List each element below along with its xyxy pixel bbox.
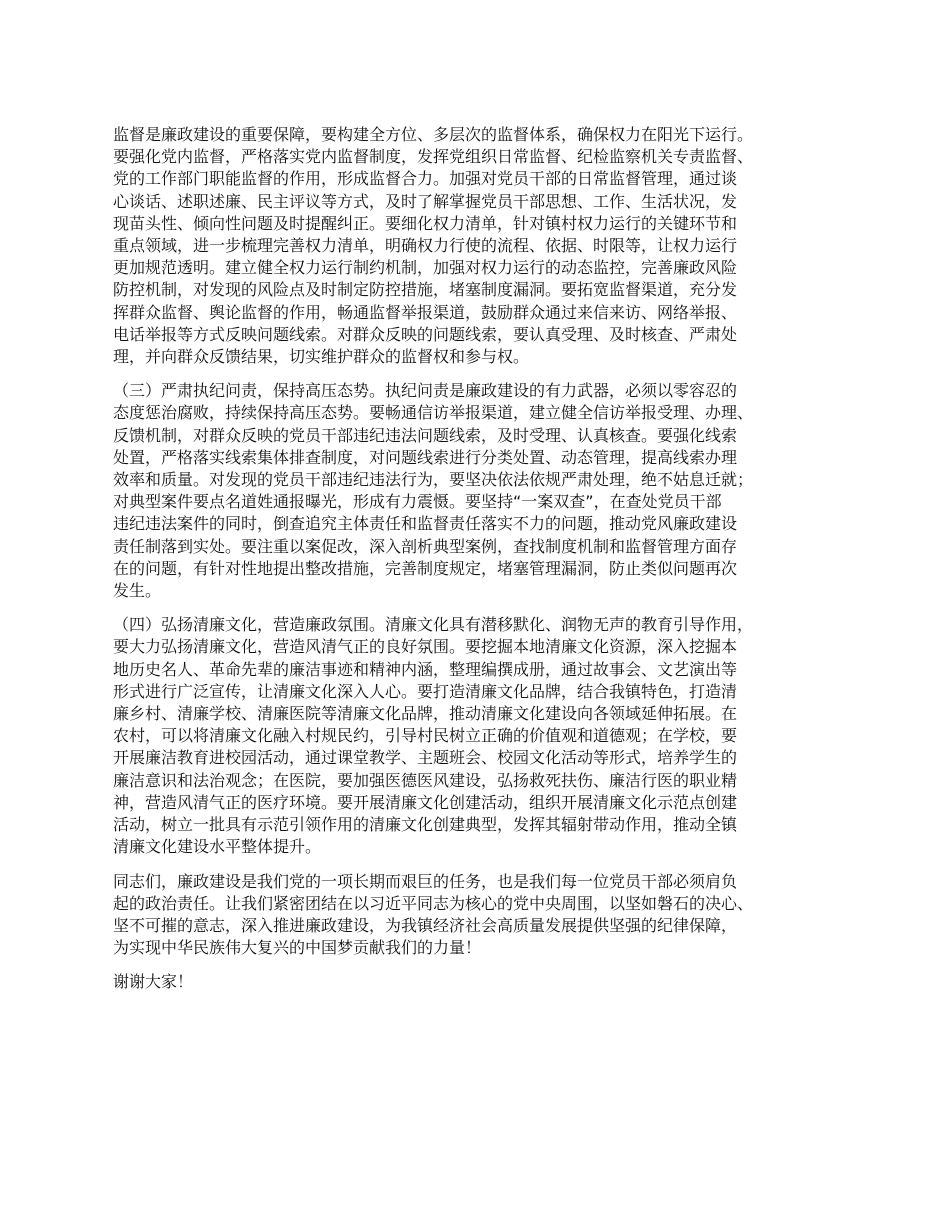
paragraph-thanks	[113, 971, 858, 993]
text-line: 廉乡村、清廉学校、清廉医院等清廉文化品牌，推动清廉文化建设向各领域延伸拓展。在	[113, 704, 738, 724]
text-line: 发生。	[113, 581, 162, 601]
paragraph-closing	[113, 871, 858, 960]
text-line: （四）弘扬清廉文化，营造廉政氛围。清廉文化具有潜移默化、润物无声的教育引导作用，	[113, 615, 754, 635]
text-line: 同志们，廉政建设是我们党的一项长期而艰巨的任务，也是我们每一位党员干部必须肩负	[113, 871, 738, 891]
text-line: 责任制落到实处。要注重以案促改，深入剖析典型案例，查找制度机制和监督管理方面存	[113, 536, 738, 556]
text-line: 电话举报等方式反映问题线索。对群众反映的问题线索，要认真受理、及时核查、严肃处	[113, 324, 738, 344]
text-line: 挥群众监督、舆论监督的作用，畅通监督举报渠道，鼓励群众通过来信来访、网络举报、	[113, 302, 738, 322]
text-line: 地历史名人、革命先辈的廉洁事迹和精神内涵，整理编撰成册，通过故事会、文艺演出等	[113, 659, 738, 679]
paragraph-discipline	[113, 380, 858, 602]
document-page	[113, 124, 858, 1006]
text-line: 对典型案件要点名道姓通报曝光，形成有力震慑。要坚持“一案双查”，在查处党员干部	[113, 492, 722, 512]
text-line: 现苗头性、倾向性问题及时提醒纠正。要细化权力清单，针对镇村权力运行的关键环节和	[113, 213, 738, 233]
text-line: 开展廉洁教育进校园活动，通过课堂教学、主题班会、校园文化活动等形式，培养学生的	[113, 748, 738, 768]
text-line: 效率和质量。对发现的党员干部违纪违法行为，要坚决依法依规严肃处理，绝不姑息迁就；	[113, 470, 754, 490]
text-line: 廉洁意识和法治观念；在医院，要加强医德医风建设，弘扬救死扶伤、廉洁行医的职业精	[113, 770, 738, 790]
text-line: 清廉文化建设水平整体提升。	[113, 837, 322, 857]
text-line: 监督是廉政建设的重要保障，要构建全方位、多层次的监督体系，确保权力在阳光下运行。	[113, 125, 754, 144]
text-line: 要大力弘扬清廉文化，营造风清气正的良好氛围。要挖掘本地清廉文化资源，深入挖掘本	[113, 637, 738, 657]
paragraph-culture	[113, 614, 858, 858]
text-line: 防控机制，对发现的风险点及时制定防控措施，堵塞制度漏洞。要拓宽监督渠道，充分发	[113, 280, 738, 300]
paragraph-supervision	[113, 124, 858, 368]
text-line: 处置，严格落实线索集体排查制度，对问题线索进行分类处置、动态管理，提高线索办理	[113, 447, 738, 467]
text-line: 重点领域，进一步梳理完善权力清单，明确权力行使的流程、依据、时限等，让权力运行	[113, 236, 738, 256]
text-line: 态度惩治腐败，持续保持高压态势。要畅通信访举报渠道，建立健全信访举报受理、办理、	[113, 403, 754, 423]
text-line: 形式进行广泛宣传，让清廉文化深入人心。要打造清廉文化品牌，结合我镇特色，打造清	[113, 681, 738, 701]
text-line: 更加规范透明。建立健全权力运行制约机制，加强对权力运行的动态监控，完善廉政风险	[113, 258, 738, 278]
text-line: 为实现中华民族伟大复兴的中国梦贡献我们的力量！	[113, 938, 482, 958]
text-line: 在的问题，有针对性地提出整改措施，完善制度规定，堵塞管理漏洞，防止类似问题再次	[113, 558, 738, 578]
text-line: 反馈机制，对群众反映的党员干部违纪违法问题线索，及时受理、认真核查。要强化线索	[113, 425, 738, 445]
text-line: 谢谢大家！	[113, 972, 194, 992]
text-line: 坚不可摧的意志，深入推进廉政建设，为我镇经济社会高质量发展提供坚强的纪律保障，	[113, 915, 738, 935]
text-line: 党的工作部门职能监督的作用，形成监督合力。加强对党员干部的日常监督管理，通过谈	[113, 169, 738, 189]
text-line: 起的政治责任。让我们紧密团结在以习近平同志为核心的党中央周围，以坚如磐石的决心、	[113, 893, 754, 913]
text-line: 违纪违法案件的同时，倒查追究主体责任和监督责任落实不力的问题，推动党风廉政建设	[113, 514, 738, 534]
text-line: 活动，树立一批具有示范引领作用的清廉文化创建典型，发挥其辐射带动作用，推动全镇	[113, 815, 738, 835]
text-line: 神，营造风清气正的医疗环境。要开展清廉文化创建活动，组织开展清廉文化示范点创建	[113, 792, 738, 812]
text-line: 心谈话、述职述廉、民主评议等方式，及时了解掌握党员干部思想、工作、生活状况，发	[113, 191, 738, 211]
text-line: 要强化党内监督，严格落实党内监督制度，发挥党组织日常监督、纪检监察机关专责监督、	[113, 147, 754, 167]
text-line: 农村，可以将清廉文化融入村规民约，引导村民树立正确的价值观和道德观；在学校，要	[113, 726, 738, 746]
text-line: 理，并向群众反馈结果，切实维护群众的监督权和参与权。	[113, 347, 530, 367]
text-line: （三）严肃执纪问责，保持高压态势。执纪问责是廉政建设的有力武器，必须以零容忍的	[113, 381, 738, 401]
